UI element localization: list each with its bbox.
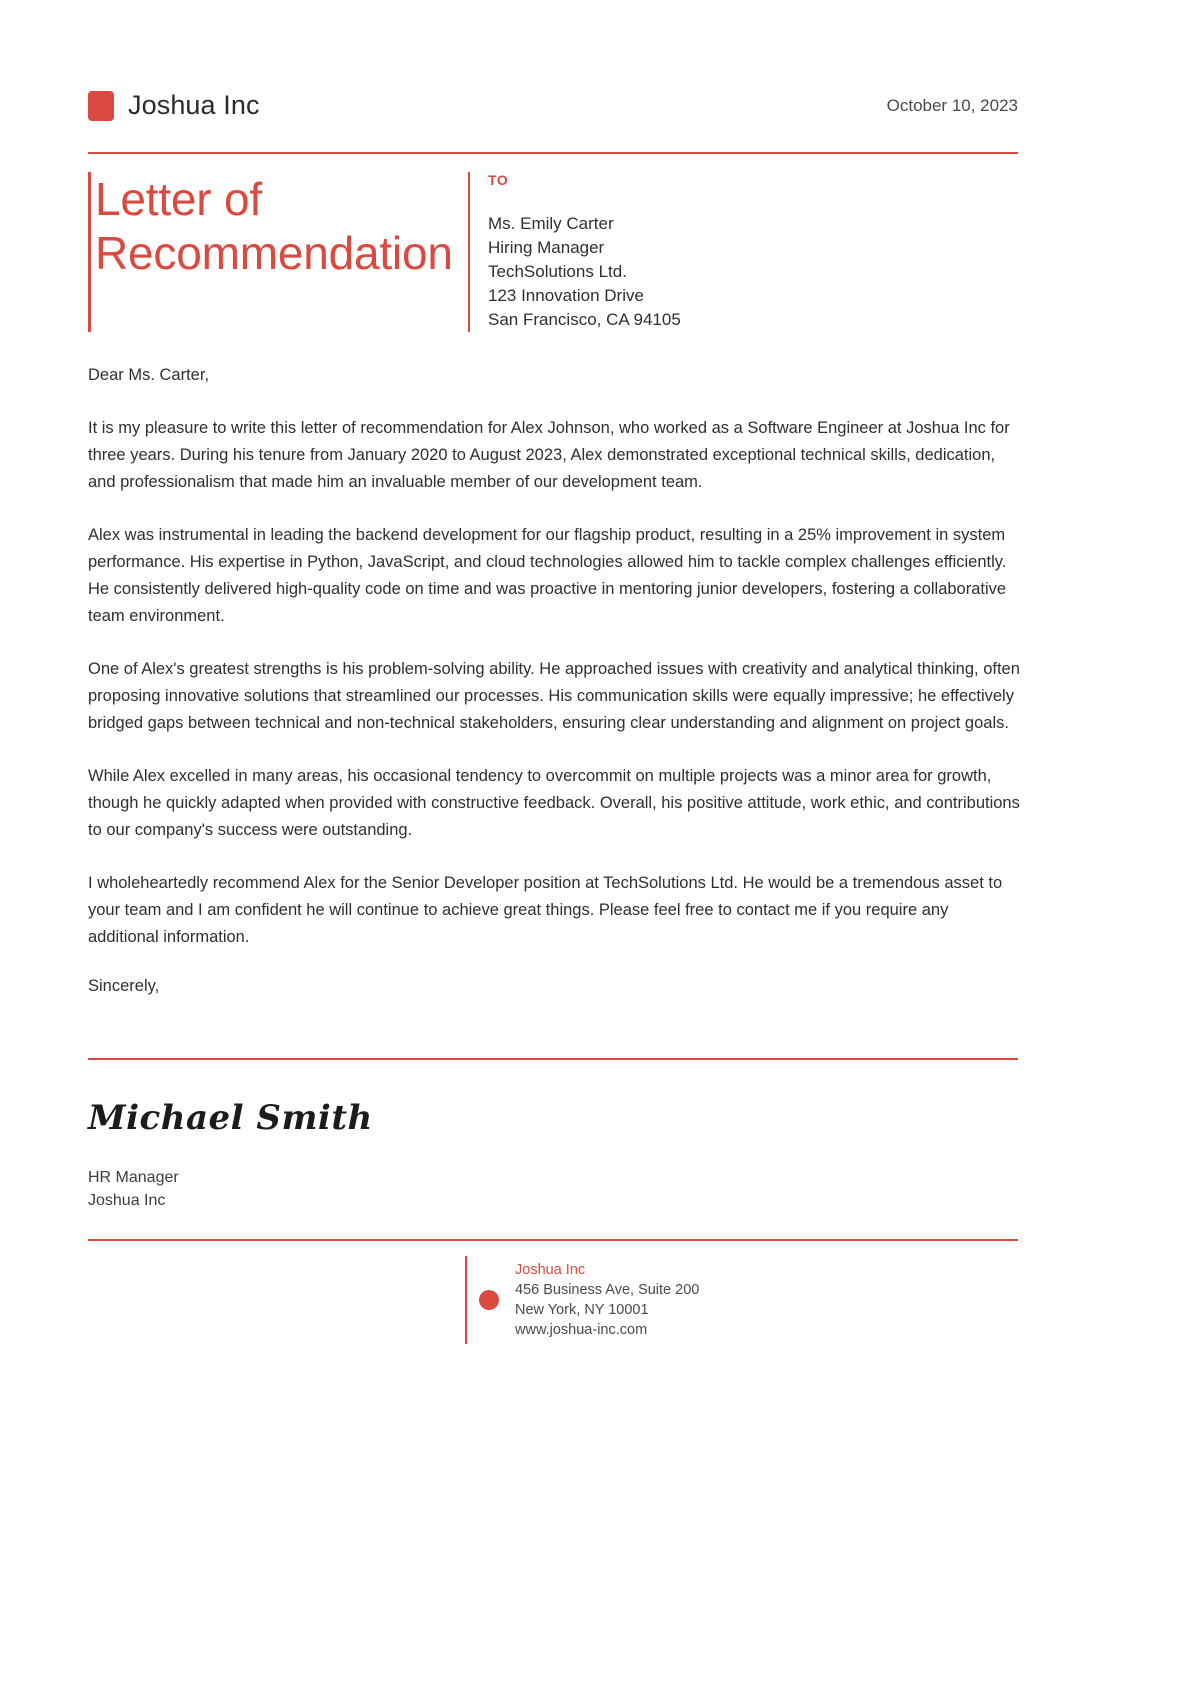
header-divider bbox=[88, 152, 1018, 154]
title-recipient-row bbox=[88, 172, 1018, 332]
body-paragraph: I wholeheartedly recommend Alex for the Senior Developer position at TechSolutions Ltd. He would be a tremendous asset to your team and I am confident he will continue to achieve great things. Please feel free to contact me if you require any additional information. bbox=[88, 874, 1003, 946]
letter-date: October 10, 2023 bbox=[886, 95, 1018, 115]
letterhead bbox=[88, 90, 1018, 121]
signature-block bbox=[88, 1098, 588, 1212]
body-paragraph: Alex was instrumental in leading the backend development for our flagship product, resulting in a 25% improvement in system performance. His expertise in Python, JavaScript, and cloud technologies allowed him to tackle complex challenges efficiently. He consistently delivered high-quality code on time and was proactive in mentoring junior developers, fostering a collaborative team environment. bbox=[88, 526, 1007, 625]
body-paragraph: While Alex excelled in many areas, his occasional tendency to overcommit on multiple projects was a minor area for growth, though he quickly adapted when provided with constructive feedback. Overall, his positive attitude, work ethic, and contributions to our company's success were outstanding. bbox=[88, 767, 1020, 839]
footer-contact bbox=[515, 1256, 699, 1344]
footer-accent-bar bbox=[465, 1256, 467, 1344]
footer-website: www.joshua-inc.com bbox=[515, 1322, 648, 1338]
page-title: Letter of Recommendation bbox=[95, 173, 453, 279]
body-paragraph: It is my pleasure to write this letter of recommendation for Alex Johnson, who worked as a Software Engineer at Joshua Inc for three years. During his tenure from January 2020 to August 2023, Alex demonstrated exceptional technical skills, dedication, and professionalism that made him an invaluable member of our development team. bbox=[88, 419, 1010, 491]
recipient-line: TechSolutions Ltd. bbox=[488, 262, 627, 281]
recipient-label: TO bbox=[488, 172, 509, 188]
recipient-line: San Francisco, CA 94105 bbox=[488, 310, 681, 329]
footer-address-line-1: 456 Business Ave, Suite 200 bbox=[515, 1282, 700, 1298]
signer-company: Joshua Inc bbox=[88, 1192, 166, 1209]
signature-name: Michael Smith bbox=[88, 1098, 373, 1138]
company-name: Joshua Inc bbox=[128, 90, 260, 120]
salutation: Dear Ms. Carter, bbox=[88, 366, 210, 384]
title-block bbox=[88, 172, 468, 332]
recipient-line: Hiring Manager bbox=[488, 238, 605, 257]
recipient-line: Ms. Emily Carter bbox=[488, 214, 614, 233]
footer-address-line-2: New York, NY 10001 bbox=[515, 1302, 649, 1318]
closing: Sincerely, bbox=[88, 977, 160, 995]
letter-body bbox=[88, 366, 1020, 996]
signer-title: HR Manager bbox=[88, 1169, 179, 1186]
recipient-block bbox=[468, 172, 681, 332]
footer bbox=[465, 1256, 699, 1344]
footer-company-name: Joshua Inc bbox=[515, 1262, 586, 1278]
recipient-line: 123 Innovation Drive bbox=[488, 286, 644, 305]
signature-divider bbox=[88, 1058, 1018, 1060]
footer-divider bbox=[88, 1239, 1018, 1241]
body-paragraph: One of Alex's greatest strengths is his problem-solving ability. He approached issues with creativity and analytical thinking, often proposing innovative solutions that streamlined our processes. His communication skills were equally impressive; he effectively bridged gaps between technical and non-technical stakeholders, ensuring clear understanding and alignment on project goals. bbox=[88, 660, 1020, 732]
brand bbox=[88, 90, 260, 121]
location-dot-icon bbox=[479, 1290, 499, 1310]
logo-square-icon bbox=[88, 91, 114, 121]
